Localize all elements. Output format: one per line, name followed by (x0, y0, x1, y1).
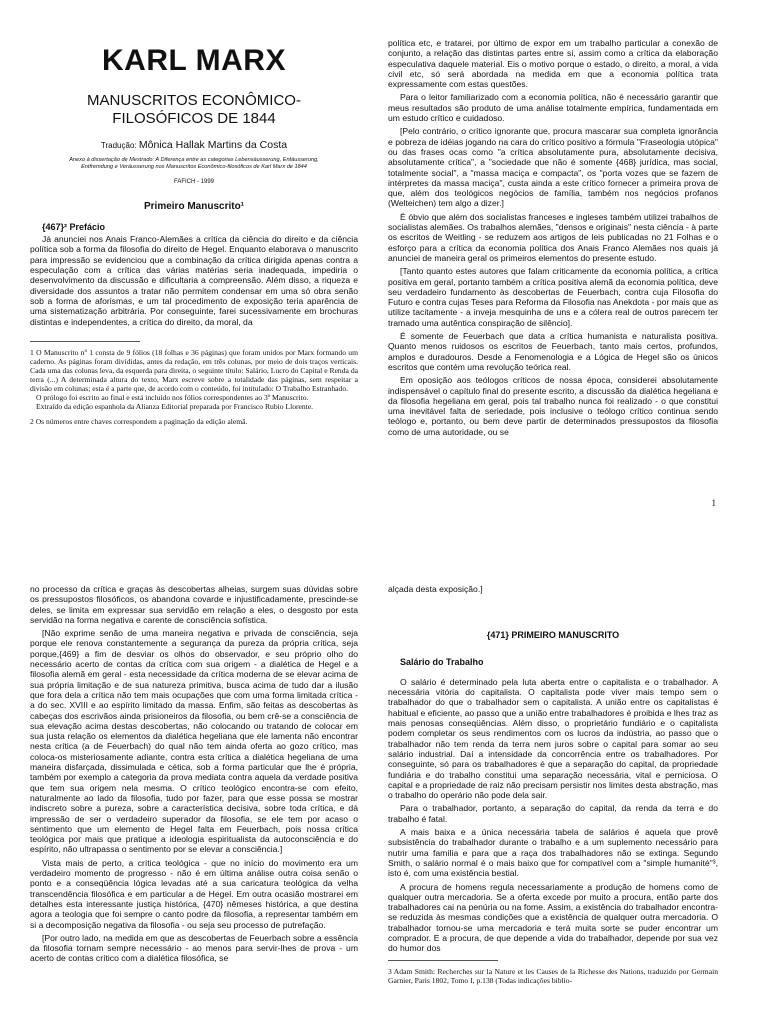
annex-line-2: Entfremdung e Veräusserung nos Manuscritos Econômico-filosóficos de Karl Marx de 1844 (81, 164, 307, 171)
annex-line-1: Anexo à dissertação de Mestrado: A Diferença entre as categorias Lebensäusserung, Entäusserung, (69, 157, 319, 164)
paragraph: [Tanto quanto estes autores que falam criticamente da economia política, a crítica positiva em geral, portanto também a crítica positiva alemã da economia política, deve seu verdadeiro fundamento às descobertas de Feuerbach, contra cuja Filosofia do Futuro e contra cujas Teses para Reforma da Filosofia nas Anekdota - por mais que as utilize tacitamente - a inveja mesquinha de uns e a cólera real de outros parecem ter tramado uma autêntica conspiração de silêncio]. (388, 266, 718, 328)
page1-left-column (30, 38, 358, 504)
translator-name: Mônica Hallak Martins da Costa (138, 139, 288, 151)
paragraph: Já anunciei nos Anais Franco-Alemães a crítica da ciência do direito e da ciência política sob a forma da filosofia do direito de Hegel. Enquanto elaborava o manuscrito para impressão se evidenciou que a combinação da crítica dirigida apenas contra a especulação com a crítica das várias matérias seria inadequada, impediria o desenvolvimento da discussão e dificultaria a compreensão. Além disso, a riqueza e diversidade dos assuntos a tratar não permitem condensar em uma só obra senão sob a forma de aforismas, e um tal procedimento de exposição teria aparência de uma sistematização arbitrária. Por conseguinte, farei sucessivamente em brochuras distintas e independentes, a crítica do direito, da moral, da (30, 234, 358, 327)
paragraph: alçada desta exposição.] (388, 584, 483, 594)
paragraph: [Não exprime senão de uma maneira negativa e privada de consciência, seja porque ele renova constantemente a segurança da pureza da própria crítica, seja porque,{469} a fim de desviar os olhos do observador, e seu próprio olho do necessário acerto de contas da crítica com sua origem - a dialética de Hegel e a filosofia alemã em geral - esta necessidade da crítica moderna de se elevar acima de sua própria limitação e de sua natureza primitiva, busca acima de tudo dar a ilusão que fora dela a crítica não tem mais ocupações que com uma forma limitada crítica - a do sec. XVIII e ao espírito limitado da massa. Enfim, são feitas as descobertas às cabeças dos escrivãos ainda prisioneiros da filosofia, ou bem crê-se a consciência de sua elevação acima destas descobertas, não colocando ou tratando de colocar em sua justa relação os elementos da dialética hegeliana que ele lamenta não encontrar nesta crítica (a de Feuerbach) do qual não tem ainda oferta ao gozo crítico, mas coloca-os misteriosamente adiante, contra esta crítica a dialética hegeliana de uma maneira disfarçada, dissimulada e cética, sob a forma particular que lhe é própria, também por exemplo a categoria da prova mediata contra aquela da verdade positiva que tem sua origem nela mesma. O crítico teológico encontra-se com efeito, naturalmente ao lado da filosofia, tudo por fazer, para que esse possa se mostrar indiscreto sobre a pureza, sobre a característica decisiva, sobre toda crítica, e dá impressão de ser o verdadeiro superador da filosofia, se ele tem por acaso o sentimento que um elemento de Hegel falta em Feuerbach, pois nossa crítica teológica por mais que pratique a ideologia espiritualista da autoconsciência e do espírito, não ultrapassa o sentimento por se elevar a consciência.] (30, 628, 358, 855)
footnote-1-cont: O prólogo foi escrito ao final e está incluído nos fólios correspondentes ao 3º Manuscrito. (36, 392, 309, 402)
paragraph: Em oposição aos teólogos críticos de nossa época, considerei absolutamente indispensável o capítulo final do presente escrito, a discussão da dialética hegeliana e da filosofia hegeliana em geral, pois tal trabalho nunca foi realizado - o que constitui uma inevitável falta de seriedade, pois inclusive o teólogo crítico continua sendo teólogo e, portanto, ou bem deve partir de determinados pressupostos da filosofia como de uma autoridade, ou se (388, 375, 718, 437)
page-number: 1 (711, 498, 716, 508)
page2-left-column (30, 584, 358, 1024)
footnote-2: 2 Os números entre chaves correspondem a paginação da edição alemã. (30, 416, 248, 426)
paragraph: Para o trabalhador, portanto, a separação do capital, da renda da terra e do trabalho é fatal. (388, 803, 718, 824)
section-title: {471} PRIMEIRO MANUSCRITO (486, 630, 620, 641)
document-page-2 (0, 512, 768, 1024)
annex-note (30, 157, 358, 171)
paragraph: [Pelo contrário, o crítico ignorante que, procura mascarar sua completa ignorância e pobreza de idéias jogando na cara do crítico positivo a fórmula "Fraseologia utópica" ou das frases ocas como "a crítica absolutamente pura, absolutamente decisiva, absolutamente crítica", a "sociedade que não é somente {468} jurídica, mas social, totalmente social", a "massa maciça e compacta", os "porta vozes que se fazem de intérpretes da massa maciça", custa ainda a este crítico fornecer a primeira prova de que, além dos teológicos negócios de família, também nos negócios profanos (Welteichen) tem algo a dizer.] (388, 126, 718, 209)
paragraph: Para o leitor familiarizado com a economia política, não é necessário garantir que meus resultados são produto de uma análise totalmente empírica, fundamentada em um estudo crítico e cuidadoso. (388, 92, 718, 124)
translation-label: Tradução: (100, 141, 137, 150)
paragraph: Vista mais de perto, a crítica teológica - que no início do movimento era um verdadeiro momento de progresso - não é em última análise outra coisa senão o ponto e a conseqüência lógica levadas até a sua caricatura teológica da velha transcendência filosófica e em particular a de Hegel. Em outra ocasião mostrarei em detalhes esta interessante justiça histórica, {470} nêmeses histórica, a que destina agora a teologia que foi sempre o canto podre da filosofia, a representar também em si a decomposição negativa da filosofia - ou seja seu processo de putrefação. (30, 857, 358, 930)
paragraph: [Por outro lado, na medida em que as descobertas de Feuerbach sobre a essência da filosofia tornam sempre necessário - ao menos para servir-lhes de prova - um acerto de contas crítico com a dialética filosófica, se (30, 932, 358, 964)
document-subtitle (30, 92, 358, 128)
paragraph: A procura de homens regula necessariamente a produção de homens como de qualquer outra mercadoria. Se a oferta excede por muito a procura, então parte dos trabalhadores cai na penúria ou na fome. Assim, a existência do trabalhador encontra-se reduzida às mesmas condições que a existência de qualquer outra mercadoria. O trabalhador tornou-se uma mercadoria e terá muita sorte se puder encontrar um comprador. E a procura, de que depende a vida do trabalhador, depende por sua vez do humor dos (388, 881, 718, 954)
footnote-3: 3 Adam Smith: Recherches sur la Nature et les Causes de la Richesse des Nations, traduzido por Germain Garnier, Paris 1802, Tomo I, p.138 (Todas indicações biblio- (388, 966, 718, 985)
page1-right-column (388, 38, 718, 504)
translation-credit (30, 140, 358, 151)
paragraph: A mais baixa e a única necessária tabela de salários é aquela que provê subsistência do trabalhador durante o trabalho e a um suplemento necessário para nutrir uma família e para que a raça dos trabalhadores não se extinga. Segundo Smith, o salário normal é o mais baixo que for compatível com a "simple humanité"³, isto é, com uma existência bestial. (388, 827, 718, 879)
paragraph: política etc, e tratarei, por último de expor em um trabalho particular a conexão de conjunto, a relação das distintas partes entre si, assim como a crítica da elaboração especulativa daquele material. Eis o motivo porque o estado, o direito, a moral, a vida civil etc, só será abordada na medida em que a economia política trata expressamente com estas questões. (388, 38, 718, 90)
paragraph: É somente de Feuerbach que data a crítica humanista e naturalista positiva. Quanto menos ruidosos os escritos de Feuerbach, tanto mais certos, profundos, amplos e duradouros. Desde a Fenomenologia e a Lógica de Hegel são os únicos escritos que contém uma revolução teórica real. (388, 331, 718, 372)
footnotes (30, 348, 358, 426)
institution-year: FAFICH - 1999 (173, 179, 214, 186)
paragraph: O salário é determinado pela luta aberta entre o capitalista e o trabalhador. A necessária vitória do capitalista. O capitalista pode viver mais tempo sem o trabalhador do que o trabalhador sem o capitalista. A união entre os capitalistas é habitual e eficiente, ao passo que a união entre trabalhadores é proibida e lhes traz as mais penosas conseqüências. Além disso, o proprietário fundiário e o capitalista podem completar os seus rendimentos com os lucros da indústria, ao passo que o trabalhador não tem renda da terra nem juros sobre o capital para somar ao seu salário industrial. Daí a intensidade da concorrência entre os trabalhadores. Por conseguinte, só para os trabalhadores é que a separação do capital, da propriedade fundiária e do trabalho constitui uma separação necessária, vital e perniciosa. O capital e a propriedade de raiz não precisam persistir nos limites desta abstração, mas o trabalho do operário não pode dela sair. (388, 676, 718, 801)
footnote-1: 1 O Manuscrito nº 1 consta de 9 fólios (18 folhas e 36 páginas) que foram unidos por Marx formando um caderno. As páginas foram divididas, antes da redação, em três colunas, por meio de dois traços verticais. Cada uma das colunas leva, da esquerda para direita, o seguinte título: Salário, Lucro do Capital e Renda da terra (...) A determinada altura do texto, Marx escreve sobre a totalidade das páginas, sem respeitar a divisão em colunas; esta é a parte que, de acordo com o conteúdo, foi intitulado: O Trabalho Estranhado. (30, 347, 358, 393)
footnote-divider (388, 960, 498, 961)
subtitle-line-2: FILOSÓFICOS DE 1844 (112, 110, 276, 127)
footnote-1-source: Extraído da edição espanhola da Alianza Editorial preparada por Francisco Rubio Llorente. (36, 401, 314, 411)
subtitle-line-1: MANUSCRITOS ECONÔMICO- (87, 92, 301, 109)
manuscript-heading: Primeiro Manuscrito¹ (143, 200, 245, 212)
paragraph: É óbvio que além dos socialistas franceses e ingleses também utilizei trabalhos de socialistas alemães. Os trabalhos alemães, "densos e originais" nesta ciência - à parte os escritos de Weitling - se reduzem aos artigos de leis publicadas no 21 Folhas e o esforço para a crítica da economia política dos Anais Franco Alemães nos quais já anunciei de maneira geral os primeiros elementos do presente estudo. (388, 211, 718, 263)
paragraph: no processo da crítica e graças às descobertas alheias, surgem suas dúvidas sobre os pressupostos filosóficos, os abandona covarde e injustificadamente, prescinde-se deles, se limita em expressar sua servidão em relação a eles, o desgosto por esta servidão na forma negativa e carente de consciência sofística. (30, 584, 358, 625)
footnote-divider (30, 341, 140, 342)
preface-heading: {467}² Prefácio (42, 221, 106, 232)
document-title: KARL MARX (102, 44, 286, 77)
section-heading: Salário do Trabalho (400, 656, 484, 667)
page2-right-column (388, 584, 718, 1024)
